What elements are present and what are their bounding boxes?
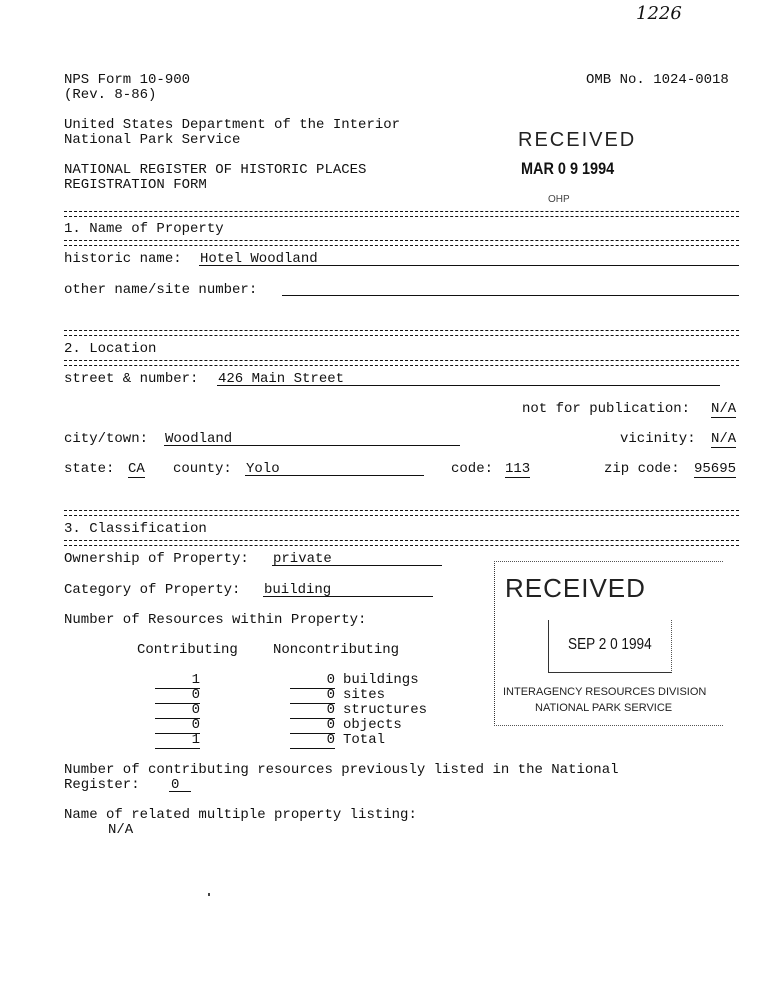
contributing-count: 0 (155, 703, 200, 719)
resources-label: Number of Resources within Property: (64, 612, 367, 628)
contributing-count: 0 (155, 688, 200, 704)
zip-value: 95695 (694, 461, 737, 477)
agency-line-2: NATIONAL PARK SERVICE (535, 702, 673, 714)
previously-listed-value: 0 (171, 777, 180, 793)
previously-listed-underline (169, 791, 191, 792)
resource-type-label: sites (343, 687, 386, 703)
register-title: NATIONAL REGISTER OF HISTORIC PLACES (64, 162, 367, 178)
section1-heading: 1. Name of Property (64, 221, 224, 237)
noncontributing-count: 0 (290, 688, 335, 704)
section3-heading: 3. Classification (64, 521, 207, 537)
omb-number: OMB No. 1024-0018 (586, 72, 729, 88)
ownership-label: Ownership of Property: (64, 551, 249, 567)
received-stamp-date: MAR 0 9 1994 (521, 159, 615, 178)
nfp-value: N/A (711, 401, 737, 417)
section-rule (64, 510, 739, 516)
form-id: NPS Form 10-900 (64, 72, 191, 88)
contributing-column-header: Contributing (137, 642, 238, 658)
city-value: Woodland (165, 431, 233, 447)
historic-name-value: Hotel Woodland (200, 251, 318, 267)
noncontributing-column-header: Noncontributing (273, 642, 400, 658)
category-value: building (264, 582, 332, 598)
city-label: city/town: (64, 431, 149, 447)
section-rule (64, 211, 739, 217)
historic-name-label: historic name: (64, 251, 182, 267)
code-value: 113 (505, 461, 531, 477)
code-label: code: (451, 461, 494, 477)
street-value: 426 Main Street (218, 371, 345, 387)
nfp-label: not for publication: (522, 401, 691, 417)
stray-mark (208, 893, 210, 896)
vicinity-label: vicinity: (620, 431, 696, 447)
received-stamp-2-date: SEP 2 0 1994 (568, 636, 652, 653)
noncontributing-count: 0 (290, 673, 335, 689)
section2-heading: 2. Location (64, 341, 157, 357)
received-stamp-label: RECEIVED (518, 129, 637, 151)
section-rule (64, 330, 739, 336)
form-revision: (Rev. 8-86) (64, 87, 157, 103)
vicinity-value: N/A (711, 431, 737, 447)
resource-type-label: Total (343, 732, 386, 748)
city-underline (164, 445, 460, 446)
county-underline (245, 475, 424, 476)
category-label: Category of Property: (64, 582, 241, 598)
contributing-count: 0 (155, 718, 200, 734)
related-listing-label: Name of related multiple property listing: (64, 807, 417, 823)
contributing-count: 1 (155, 673, 200, 689)
other-name-label: other name/site number: (64, 282, 258, 298)
state-value: CA (128, 461, 145, 477)
ownership-underline (272, 565, 442, 566)
received-stamp-mark: OHP (548, 194, 570, 205)
section-rule (64, 540, 739, 546)
resource-type-label: objects (343, 717, 402, 733)
street-underline (217, 385, 720, 386)
ownership-value: private (273, 551, 332, 567)
department-name: United States Department of the Interior (64, 117, 401, 133)
county-label: county: (173, 461, 232, 477)
noncontributing-count: 0 (290, 703, 335, 719)
handwritten-number: 1226 (636, 3, 682, 24)
resource-type-label: structures (343, 702, 428, 718)
service-name: National Park Service (64, 132, 241, 148)
section-rule (64, 240, 739, 246)
historic-name-underline (199, 265, 739, 266)
related-listing-value: N/A (108, 822, 134, 838)
resource-type-label: buildings (343, 672, 419, 688)
section-rule (64, 360, 739, 366)
form-title: REGISTRATION FORM (64, 177, 207, 193)
other-name-underline (282, 295, 739, 296)
state-label: state: (64, 461, 115, 477)
county-value: Yolo (246, 461, 280, 477)
previously-listed-text: Number of contributing resources previously listed in the National (64, 762, 619, 778)
previously-listed-label: Register: (64, 777, 140, 793)
noncontributing-count: 0 (290, 718, 335, 734)
zip-label: zip code: (604, 461, 680, 477)
noncontributing-count: 0 (290, 733, 335, 749)
category-underline (263, 596, 433, 597)
contributing-count: 1 (155, 733, 200, 749)
agency-line-1: INTERAGENCY RESOURCES DIVISION (503, 686, 707, 698)
received-stamp-2-label: RECEIVED (505, 573, 646, 603)
street-label: street & number: (64, 371, 199, 387)
